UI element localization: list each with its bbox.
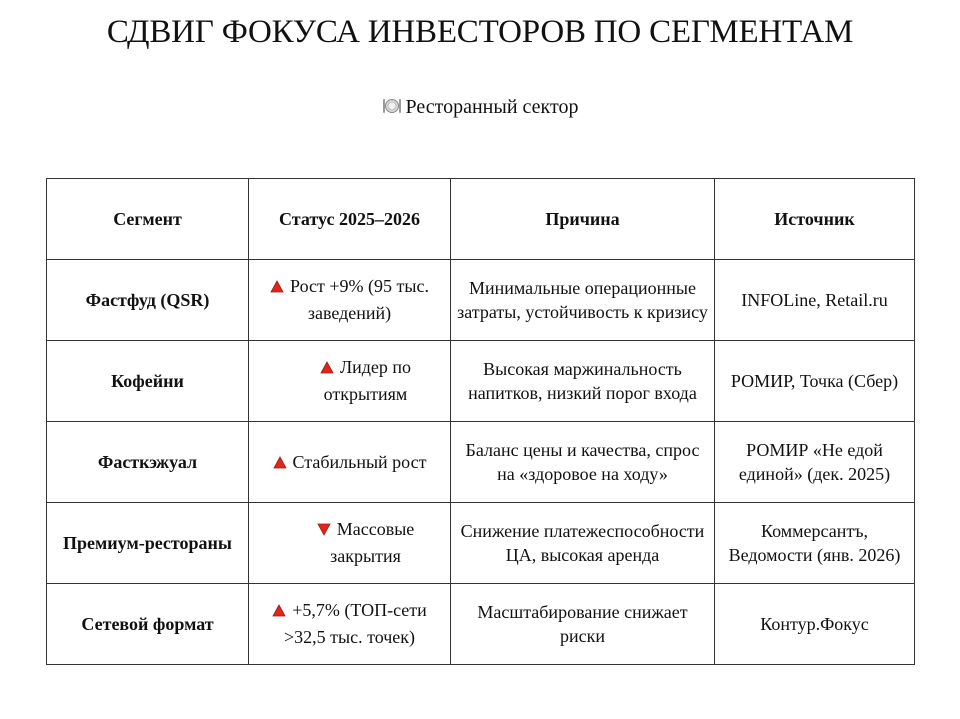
reason-cell: Высокая маржинальность напитков, низкий порог входа [451, 341, 715, 422]
segment-cell: Премиум-рестораны [47, 503, 249, 584]
source-cell: РОМИР, Точка (Сбер) [715, 341, 915, 422]
column-header-status: Статус 2025–2026 [249, 179, 451, 260]
status-cell [249, 260, 451, 341]
table-row [47, 341, 915, 422]
red-up-triangle-icon [320, 361, 334, 374]
table-row [47, 422, 915, 503]
status-cell [249, 341, 451, 422]
red-up-triangle-icon [272, 604, 286, 617]
red-up-triangle-icon [270, 280, 284, 293]
segment-cell: Кофейни [47, 341, 249, 422]
red-up-triangle-icon [273, 456, 287, 469]
segments-table [46, 178, 915, 665]
red-down-triangle-icon [317, 523, 331, 536]
status-text: Лидер по открытиям [323, 357, 412, 404]
segment-cell: Сетевой формат [47, 584, 249, 665]
source-cell: Контур.Фокус [715, 584, 915, 665]
table-row [47, 260, 915, 341]
status-cell [249, 503, 451, 584]
page-title: СДВИГ ФОКУСА ИНВЕСТОРОВ ПО СЕГМЕНТАМ [106, 14, 854, 50]
table-row [47, 503, 915, 584]
subtitle-text: Ресторанный сектор [405, 96, 579, 118]
status-text: Стабильный рост [292, 451, 427, 472]
column-header-reason: Причина [451, 179, 715, 260]
reason-cell: Масштабирование снижает риски [451, 584, 715, 665]
source-cell: INFOLine, Retail.ru [715, 260, 915, 341]
status-text: Рост +9% (95 тыс. заведений) [290, 276, 429, 323]
reason-cell: Баланс цены и качества, спрос на «здоровое на ходу» [451, 422, 715, 503]
source-cell: РОМИР «Не едой единой» (дек. 2025) [715, 422, 915, 503]
status-cell [249, 422, 451, 503]
status-text: Массовые закрытия [330, 519, 415, 566]
sector-subtitle [0, 96, 960, 119]
status-cell [249, 584, 451, 665]
column-header-segment: Сегмент [47, 179, 249, 260]
table-header-row [47, 179, 915, 260]
column-header-source: Источник [715, 179, 915, 260]
segment-cell: Фастфуд (QSR) [47, 260, 249, 341]
table-row [47, 584, 915, 665]
segment-cell: Фасткэжуал [47, 422, 249, 503]
reason-cell: Минимальные операционные затраты, устойчивость к кризису [451, 260, 715, 341]
status-text: +5,7% (ТОП-сети >32,5 тыс. точек) [283, 600, 427, 647]
reason-cell: Снижение платежеспособности ЦА, высокая аренда [451, 503, 715, 584]
source-cell: Коммерсантъ, Ведомости (янв. 2026) [715, 503, 915, 584]
plate-with-cutlery-icon [382, 96, 402, 116]
